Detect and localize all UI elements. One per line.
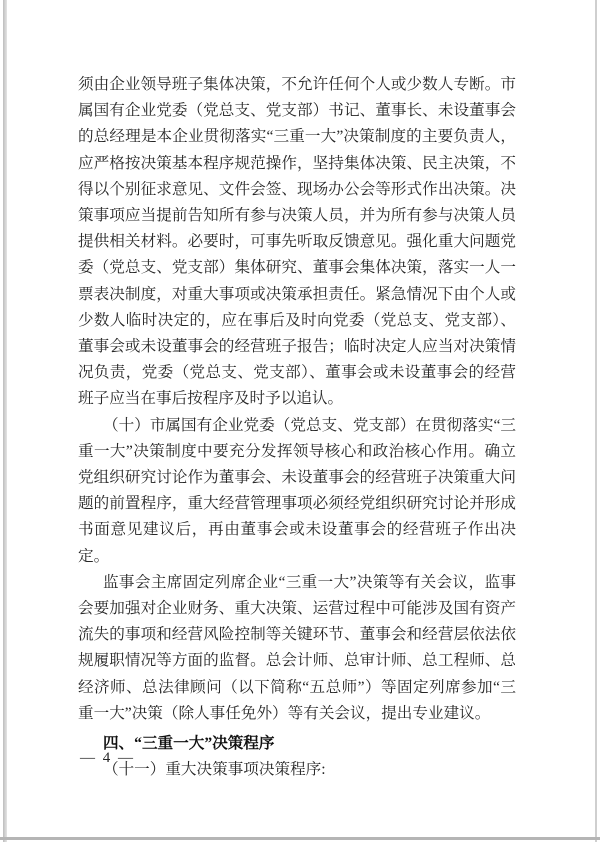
document-body bbox=[78, 72, 516, 783]
section-heading: 四、“三重一大”决策程序 bbox=[102, 735, 275, 753]
body-paragraph-continuation: 须由企业领导班子集体决策，不允许任何个人或少数人专断。市属国有企业党委（党总支、党支部）书记、董事长、未设董事会的总经理是本企业贯彻落实“三重一大”决策制度的主要负责人，应严格按决策基本程序规范操作，坚持集体决策、民主决策，不得以个别征求意见、文件会签、现场办公会等形式作出决策。决策事项应当提前告知所有参与决策人员，并为所有参与决策人员提供相关材料。必要时，可事先听取反馈意见。强化重大问题党委（党总支、党支部）集体研究、董事会集体决策，落实一人一票表决制度，对重大事项或决策承担责任。紧急情况下由个人或少数人临时决定的，应在事后及时向党委（党总支、党支部）、董事会或未设董事会的经营班子报告；临时决定人应当对决策情况负责，党委（党总支、党支部）、董事会或未设董事会的经营班子应当在事后按程序及时予以追认。 bbox=[78, 76, 516, 408]
page-number: — 4 — bbox=[80, 750, 135, 766]
scan-edge-bottom bbox=[0, 837, 600, 840]
scan-edge-left bbox=[3, 0, 7, 842]
body-paragraph-supervisors: 监事会主席固定列席企业“三重一大”决策等有关会议，监事会要加强对企业财务、重大决策、运营过程中可能涉及国有资产流失的事项和经营风险控制等关键环节、董事会和经营层依法依规履职情况等方面的监督。总会计师、总审计师、总工程师、总经济师、总法律顾问（以下简称“五总师”）等固定列席参加“三重一大”决策（除人事任免外）等有关会议，提出专业建议。 bbox=[78, 573, 516, 722]
scan-edge-right bbox=[595, 0, 597, 842]
body-paragraph-item-11: （十一）重大决策事项决策程序: bbox=[102, 761, 326, 779]
body-paragraph-item-10: （十）市属国有企业党委（党总支、党支部）在贯彻落实“三重一大”决策制度中要充分发挥领导核心和政治核心作用。确立党组织研究讨论作为董事会、未设董事会的经营班子决策重大问题的前置程序，重大经营管理事项必须经党组织研究讨论并形成书面意见建议后，再由董事会或未设董事会的经营班子作出决定。 bbox=[78, 416, 516, 565]
